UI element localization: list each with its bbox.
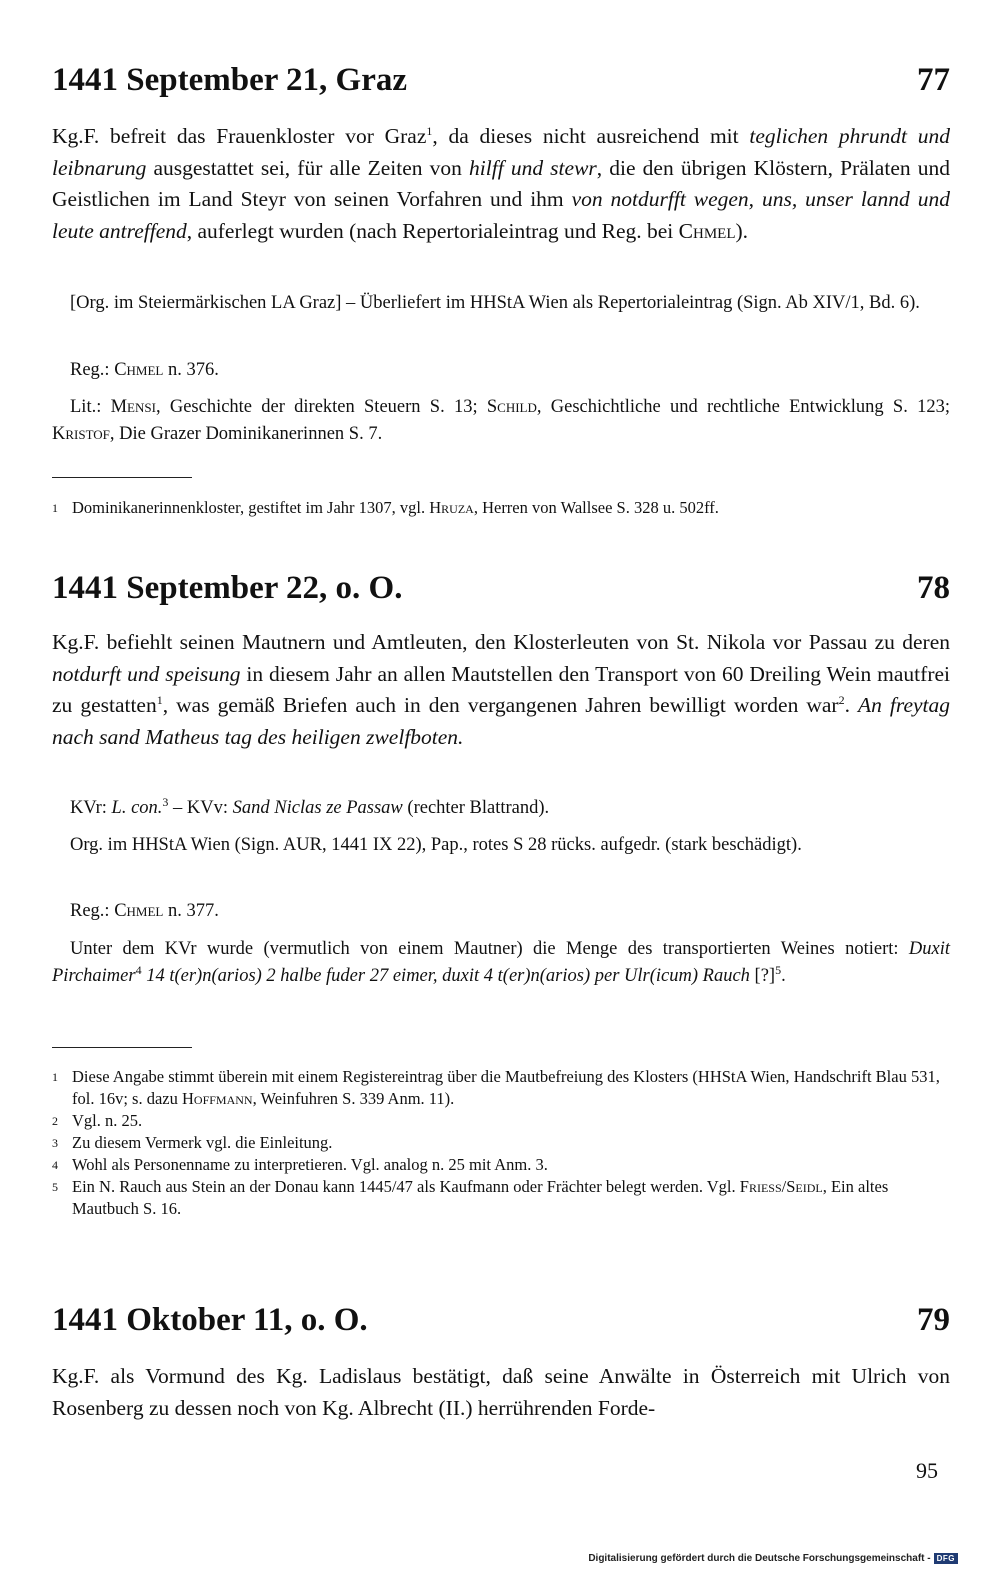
entry-number: 77 bbox=[917, 62, 950, 98]
entry-78-regest: Kg.F. befiehlt seinen Mautnern und Amtleuten, den Klosterleuten von St. Nikola vor Passau zu deren notdurft und speisung in diesem Jahr an allen Mautstellen den Transport von 60 Dreiling Wein mautfrei zu gestatten$^1$, was gemäß Briefen auch in den vergangenen Jahren bewilligt worden war$^2$. An freytag nach sand Matheus tag des heiligen zwelfboten. bbox=[52, 630, 951, 749]
entry-77-literature: Lit.: Mensi, Geschichte der direkten Steuern S. 13; Schild, Geschichtliche und rechtliche Entwicklung S. 123; Kristof, Die Grazer Dominikanerinnen S. 7. bbox=[52, 397, 950, 444]
footnote-text: Zu diesem Vermerk vgl. die Einleitung. bbox=[72, 1133, 333, 1152]
entry-number: 78 bbox=[917, 570, 950, 606]
footnote-divider bbox=[52, 1047, 192, 1048]
footnote-mark: 4 bbox=[52, 1158, 58, 1172]
entry-77-original: [Org. im Steiermärkischen LA Graz] – Überliefert im HHStA Wien als Repertorialeintrag (Sign. Ab XIV/1, Bd. 6). bbox=[70, 293, 920, 313]
footnote-text: Wohl als Personenname zu interpretieren. Vgl. analog n. 25 mit Anm. 3. bbox=[72, 1155, 548, 1174]
footnote bbox=[52, 1154, 950, 1176]
footnote bbox=[52, 1066, 950, 1110]
entry-78-note: Unter dem KVr wurde (vermutlich von einem Mautner) die Menge des transportierten Weines notiert: Duxit Pirchaimer$^4$ 14 t(er)n(arios) 2 halbe fuder 27 eimer, duxit 4 t(er)n(arios) per Ulr(icum) Rauch [?]$^5$. bbox=[52, 939, 950, 986]
footnote-ref: 3 bbox=[162, 794, 169, 809]
entry-date-place: 1441 Oktober 11, o. O. bbox=[52, 1302, 368, 1338]
footnote-mark: 1 bbox=[52, 501, 58, 515]
footnote-ref: 1 bbox=[156, 692, 163, 707]
footnote-mark: 2 bbox=[52, 1114, 58, 1128]
funding-credit bbox=[588, 1553, 958, 1564]
footnote-ref: 2 bbox=[838, 692, 845, 707]
entry-date-place: 1441 September 22, o. O. bbox=[52, 570, 403, 606]
entry-77-footnotes bbox=[52, 497, 950, 519]
footnote-mark: 5 bbox=[52, 1180, 58, 1194]
entry-79-heading bbox=[52, 1302, 950, 1339]
entry-77-regesta: Reg.: Chmel n. 376. bbox=[70, 360, 219, 380]
footnote-text: Vgl. n. 25. bbox=[72, 1111, 143, 1130]
footnote-text: Dominikanerinnenkloster, gestiftet im Jahr 1307, vgl. Hruza, Herren von Wallsee S. 328 u. 502ff. bbox=[72, 498, 719, 517]
page-number: 95 bbox=[916, 1458, 938, 1483]
entry-78-heading bbox=[52, 570, 950, 607]
funding-credit-text: Digitalisierung gefördert durch die Deutsche Forschungsgemeinschaft - bbox=[588, 1553, 931, 1564]
entry-78-original: Org. im HHStA Wien (Sign. AUR, 1441 IX 22), Pap., rotes S 28 rücks. aufgedr. (stark beschädigt). bbox=[70, 835, 802, 855]
entry-78-regesta: Reg.: Chmel n. 377. bbox=[70, 901, 219, 921]
entry-77-heading bbox=[52, 62, 950, 99]
footnote-text: Diese Angabe stimmt überein mit einem Registereintrag über die Mautbefreiung des Klosters (HHStA Wien, Handschrift Blau 531, fol. 16v; s. dazu Hoffmann, Weinfuhren S. 339 Anm. 11). bbox=[72, 1067, 940, 1108]
footnote-text: Ein N. Rauch aus Stein an der Donau kann 1445/47 als Kaufmann oder Frächter belegt werden. Vgl. Friess/Seidl, Ein altes Mautbuch S. 16. bbox=[72, 1177, 889, 1218]
footnote-divider bbox=[52, 477, 192, 478]
footnote-mark: 3 bbox=[52, 1136, 58, 1150]
footnote bbox=[52, 1110, 950, 1132]
footnote-ref: 4 bbox=[135, 962, 142, 977]
dfg-logo: DFG bbox=[934, 1553, 958, 1564]
footnote bbox=[52, 1176, 950, 1220]
footnote-ref: 1 bbox=[426, 123, 433, 138]
footnote-ref: 5 bbox=[775, 962, 782, 977]
entry-number: 79 bbox=[917, 1302, 950, 1338]
footnote-mark: 1 bbox=[52, 1070, 58, 1084]
footnote bbox=[52, 1132, 950, 1154]
entry-date-place: 1441 September 21, Graz bbox=[52, 62, 407, 98]
entry-78-chancery-notes: KVr: L. con.$^3$ – KVv: Sand Niclas ze Passaw (rechter Blattrand). bbox=[70, 794, 550, 818]
entry-79-regest: Kg.F. als Vormund des Kg. Ladislaus bestätigt, daß seine Anwälte in Österreich mit Ulrich von Rosenberg zu dessen noch von Kg. Albrecht (II.) herrührenden Forde- bbox=[52, 1364, 950, 1420]
entry-78-footnotes bbox=[52, 1066, 950, 1220]
footnote bbox=[52, 497, 950, 519]
entry-77-regest: Kg.F. befreit das Frauenkloster vor Graz$^1$, da dieses nicht ausreichend mit teglichen phrundt und leibnarung ausgestattet sei, für alle Zeiten von hilff und stewr, die den übrigen Klöstern, Prälaten und Geistlichen im Land Steyr von seinen Vorfahren und ihm von notdurfft wegen, uns, unser lannd und leute antreffend, auferlegt wurden (nach Repertorialeintrag und Reg. bei Chmel). bbox=[52, 123, 950, 243]
